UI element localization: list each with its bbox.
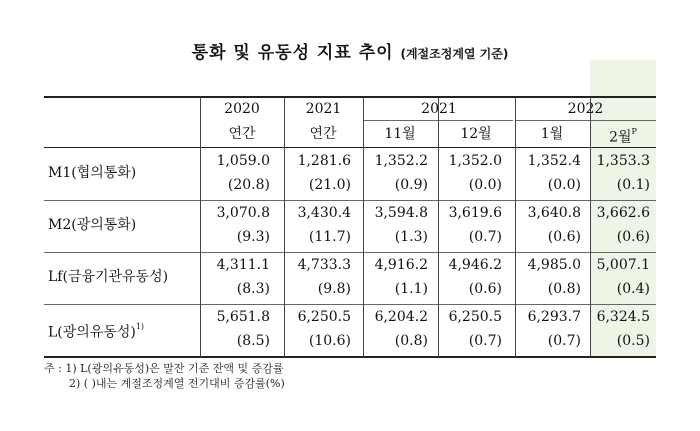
year-header: 2022 <box>567 101 604 117</box>
value-cell: 4,985.0 <box>527 257 581 273</box>
growth-cell: (20.8) <box>227 177 270 193</box>
value-cell: 1,281.6 <box>297 153 351 169</box>
value-cell: 6,250.5 <box>297 309 351 325</box>
row-label: M1(협의통화) <box>48 165 137 181</box>
growth-cell: (0.0) <box>547 177 581 193</box>
period-header: 연간 <box>309 126 337 142</box>
value-cell: 1,352.0 <box>448 153 502 169</box>
title-subtitle: (계절조정계열 기준) <box>400 47 509 61</box>
growth-cell: (0.4) <box>616 281 650 297</box>
period-header: 11월 <box>384 126 416 142</box>
footnote-1: 주 : 1) L(광의유동성)은 말잔 기준 잔액 및 증감률 <box>44 362 284 375</box>
value-cell: 3,640.8 <box>527 205 581 221</box>
year-header: 2020 <box>224 101 260 117</box>
growth-cell: (1.3) <box>394 229 428 245</box>
row-separator <box>44 304 656 305</box>
period-header: 연간 <box>228 126 256 142</box>
footnote-marker: 1) <box>135 322 145 331</box>
period-header: 1월 <box>540 126 564 142</box>
growth-cell: (0.6) <box>468 281 502 297</box>
preliminary-mark: P <box>631 127 637 136</box>
growth-cell: (21.0) <box>308 177 351 193</box>
value-cell: 6,250.5 <box>448 309 502 325</box>
value-cell: 3,070.8 <box>216 205 270 221</box>
row-separator <box>44 252 656 253</box>
row-label: Lf(금융기관유동성) <box>48 269 169 285</box>
growth-cell: (9.3) <box>236 229 270 245</box>
growth-cell: (0.7) <box>547 333 581 349</box>
group-rule-2022 <box>515 120 656 121</box>
growth-cell: (0.8) <box>394 333 428 349</box>
growth-cell: (0.5) <box>616 333 650 349</box>
value-cell: 1,059.0 <box>216 153 270 169</box>
growth-cell: (0.0) <box>468 177 502 193</box>
value-cell: 1,352.2 <box>374 153 428 169</box>
value-cell: 6,324.5 <box>596 309 650 325</box>
table-top-rule <box>44 96 656 98</box>
value-cell: 4,733.3 <box>297 257 351 273</box>
value-cell: 5,651.8 <box>216 309 270 325</box>
period-header: 12월 <box>460 126 492 142</box>
value-cell: 3,430.4 <box>297 205 351 221</box>
growth-cell: (0.7) <box>468 333 502 349</box>
growth-cell: (8.3) <box>236 281 270 297</box>
growth-cell: (0.1) <box>616 177 650 193</box>
growth-cell: (9.8) <box>317 281 351 297</box>
growth-cell: (1.1) <box>394 281 428 297</box>
growth-cell: (0.6) <box>616 229 650 245</box>
growth-cell: (8.5) <box>236 333 270 349</box>
value-cell: 6,204.2 <box>374 309 428 325</box>
value-cell: 3,619.6 <box>448 205 502 221</box>
title-text: 통화 및 유동성 지표 추이 <box>191 43 394 63</box>
row-label: M2(광의통화) <box>48 217 137 233</box>
value-cell: 4,946.2 <box>448 257 502 273</box>
row-label: L(광의유동성)$^{1)}$ <box>48 322 145 341</box>
growth-cell: (0.6) <box>547 229 581 245</box>
value-cell: 3,594.8 <box>374 205 428 221</box>
growth-cell: (0.9) <box>394 177 428 193</box>
footnote-2: 2) ( )내는 계절조정계열 전기대비 증감률(%) <box>69 377 285 390</box>
period-header: 2월$^P$ <box>609 127 637 146</box>
value-cell: 4,311.1 <box>216 257 270 273</box>
value-cell: 4,916.2 <box>374 257 428 273</box>
value-cell: 5,007.1 <box>596 257 650 273</box>
value-cell: 1,353.3 <box>596 153 650 169</box>
footnotes <box>44 361 285 391</box>
table-bottom-rule <box>44 356 656 358</box>
growth-cell: (0.7) <box>468 229 502 245</box>
value-cell: 3,662.6 <box>596 205 650 221</box>
value-cell: 6,293.7 <box>527 309 581 325</box>
year-header: 2021 <box>421 101 457 117</box>
growth-cell: (0.8) <box>547 281 581 297</box>
year-header: 2021 <box>305 101 342 117</box>
row-separator <box>44 200 656 201</box>
header-rule <box>44 147 656 148</box>
growth-cell: (11.7) <box>308 229 351 245</box>
growth-cell: (10.6) <box>308 333 351 349</box>
value-cell: 1,352.4 <box>527 153 581 169</box>
